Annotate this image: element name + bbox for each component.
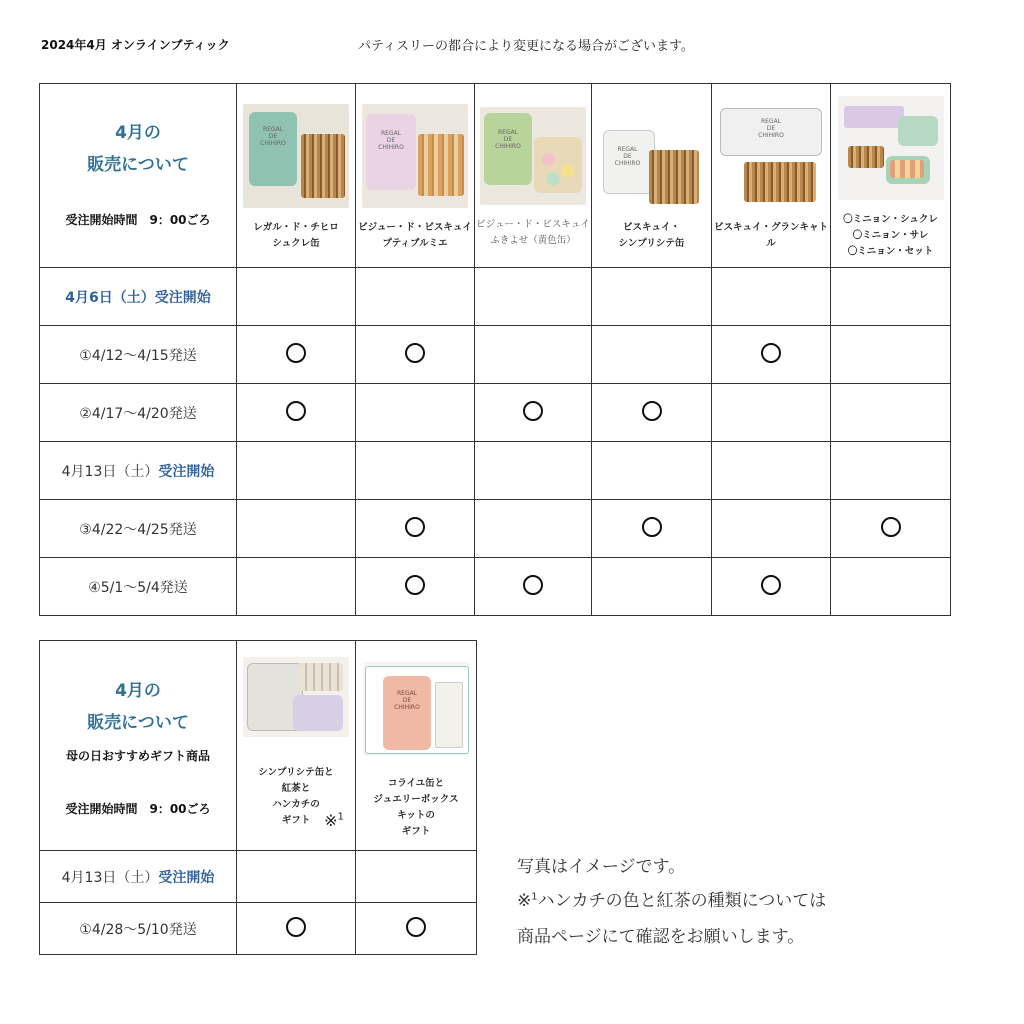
page-header-notice: パティスリーの都合により変更になる場合がございます。 xyxy=(358,39,694,54)
green-tin-photo: REGAL DE CHIHIRO xyxy=(243,104,349,208)
product-cell xyxy=(712,84,831,268)
circle-mark-icon xyxy=(642,401,662,421)
schedule-row xyxy=(40,268,951,326)
product-name: コライユ缶と ジュエリーボックス キットの ギフト xyxy=(373,777,459,837)
shipping-period-label: ③4/22〜4/25発送 xyxy=(40,500,237,558)
shipping-period-label: ①4/28〜5/10発送 xyxy=(40,903,237,955)
sales-info-cell xyxy=(40,84,237,268)
circle-mark-icon xyxy=(761,575,781,595)
product-cell xyxy=(475,84,592,268)
schedule-row xyxy=(40,903,477,955)
product-cell xyxy=(237,84,356,268)
shipping-period-label: ①4/12〜4/15発送 xyxy=(40,326,237,384)
circle-mark-icon xyxy=(286,401,306,421)
product-name: ビジュー・ド・ビスキュイ プティブルミエ xyxy=(358,221,472,249)
order-start-time: 受注開始時間 9：00ごろ xyxy=(65,213,211,227)
product-name: レガル・ド・チヒロ シュクレ缶 xyxy=(253,221,339,249)
product-cell xyxy=(356,84,475,268)
pink-tin-photo: REGAL DE CHIHIRO xyxy=(362,104,468,208)
product-header-row xyxy=(40,641,477,851)
shipping-period-label: ②4/17〜4/20発送 xyxy=(40,384,237,442)
note-image-disclaimer: 写真はイメージです。 xyxy=(517,857,686,877)
product-cell xyxy=(356,641,477,851)
circle-mark-icon xyxy=(286,917,306,937)
gift-set-photo xyxy=(243,657,349,737)
circle-mark-icon xyxy=(881,517,901,537)
circle-mark-icon xyxy=(523,401,543,421)
order-start-time: 受注開始時間 9：00ごろ xyxy=(65,801,211,816)
gift-heading: 母の日おすすめギフト商品 xyxy=(65,748,211,763)
circle-mark-icon xyxy=(405,343,425,363)
product-name: 〇ミニョン・シュクレ 〇ミニョン・サレ 〇ミニョン・セット xyxy=(843,213,938,257)
product-cell xyxy=(592,84,712,268)
circle-mark-icon xyxy=(405,575,425,595)
product-name: ビジュー・ド・ビスキュイ ふきよせ（黄色缶） xyxy=(476,218,590,246)
circle-mark-icon xyxy=(761,343,781,363)
product-name: ビスキュイ・ シンプリシテ缶 xyxy=(618,221,685,249)
sales-title-line2: 販売について xyxy=(87,155,189,175)
product-cell xyxy=(831,84,951,268)
circle-mark-icon xyxy=(405,517,425,537)
circle-mark-icon xyxy=(642,517,662,537)
green-tin-candy-photo: REGAL DE CHIHIRO xyxy=(480,107,586,205)
white-tin-photo: REGAL DE CHIHIRO xyxy=(599,104,705,208)
order-open-label: 4月6日（土）受注開始 xyxy=(40,268,237,326)
schedule-row xyxy=(40,442,951,500)
schedule-table-april xyxy=(39,83,951,616)
product-name: ビスキュイ・グランキャトル xyxy=(713,221,828,249)
large-white-tin-photo: REGAL DE CHIHIRO xyxy=(716,104,826,208)
mignon-set-photo xyxy=(838,96,944,200)
sales-title-line1: 4月の xyxy=(115,680,161,701)
sales-title-line1: 4月の xyxy=(115,123,161,143)
schedule-row xyxy=(40,500,951,558)
schedule-row xyxy=(40,326,951,384)
page-header-title: 2024年4月 オンラインブティック xyxy=(41,38,230,52)
product-header-row xyxy=(40,84,951,268)
shipping-period-label: ④5/1〜5/4発送 xyxy=(40,558,237,616)
order-open-label: 4月13日（土）受注開始 xyxy=(40,442,237,500)
note-product-page: 商品ページにて確認をお願いします。 xyxy=(517,927,805,947)
sales-title-line2: 販売について xyxy=(87,712,189,733)
circle-mark-icon xyxy=(523,575,543,595)
schedule-row xyxy=(40,558,951,616)
circle-mark-icon xyxy=(406,917,426,937)
product-cell xyxy=(237,641,356,851)
schedule-row xyxy=(40,851,477,903)
schedule-row xyxy=(40,384,951,442)
note-mark: ※$^1$ xyxy=(324,811,344,830)
product-name: シンプリシテ缶と 紅茶と ハンカチの ギフト xyxy=(258,767,334,826)
order-open-label: 4月13日（土）受注開始 xyxy=(40,851,237,903)
sales-info-cell xyxy=(40,641,237,851)
circle-mark-icon xyxy=(286,343,306,363)
note-handkerchief: ※$^1$ハンカチの色と紅茶の種類については xyxy=(517,891,827,911)
schedule-table-mothers-day xyxy=(39,640,477,955)
coral-tin-photo: REGAL DE CHIHIRO xyxy=(363,662,469,756)
